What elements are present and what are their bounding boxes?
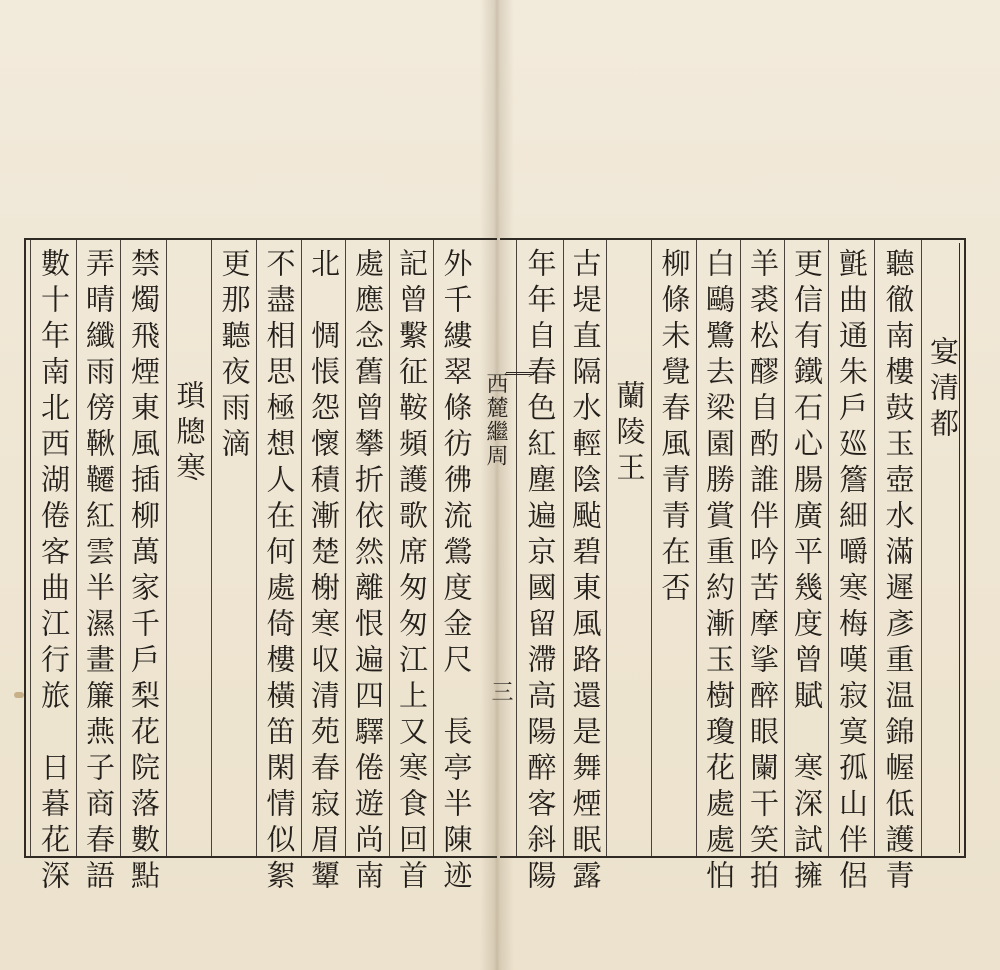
text-column [345,240,389,896]
text-line: 處應念舊曾攀折依然離恨遍四驛倦遊尚南 [351,248,385,896]
text-line: 北 惆悵怨懷積漸楚榭寒収清苑春寂眉顰 [307,248,341,896]
text-line: 外千縷翠條彷彿流鶯度金尺 長亭半陳迹 [439,248,474,896]
poem-title: 瑣牕寒 [172,380,207,488]
text-line: 古堤直隔水輕陰颭碧東風路還是舞煙眠露 [568,248,603,896]
text-column [696,240,740,896]
text-column [828,240,874,896]
text-line: 記曾繫征鞍頻護歌席匆匆江上又寒食回首 [395,248,429,896]
text-column [76,240,120,896]
text-column [301,240,345,896]
poem-title: 蘭陵王 [612,380,647,488]
text-line: 白鷗鷺去梁園勝賞重約漸玉樹瓊花處處怕 [702,248,736,896]
text-line: 禁燭飛煙東風插柳萬家千戶梨花院落數點 [127,248,161,896]
paper-stain [14,692,24,698]
poem-title-column [166,240,211,856]
text-column [30,240,76,896]
text-line: 數十年南北西湖倦客曲江行旅 日暮花深 [37,248,71,896]
poem-title-column [606,240,651,856]
text-column [740,240,784,896]
text-line: 氈曲通朱戶廵簷細嚼寒梅嘆寂寞孤山伴侶 [835,248,869,896]
text-line: 更信有鐵石心腸廣平幾度曾賦 寒深試擁 [790,248,824,896]
text-line: 不盡相思極想人在何處倚樓橫笛閑情似絮 [262,248,297,896]
text-column [563,240,606,896]
text-line: 年年自春色紅塵遍京國留滯高陽醉客斜陽 [523,248,558,896]
text-column [389,240,433,896]
text-line: 羊裘松醪自酌誰伴吟苦摩挲醉眼闌干笑拍 [746,248,780,896]
text-line: 更那聽夜雨滴 [217,248,252,464]
page-number: 三 [488,680,513,702]
poem-title-column [921,240,963,856]
text-column [651,240,696,856]
text-column [211,240,256,856]
text-line: 弄晴纖雨傍鞦韆紅雲半濕畫簾燕子商春語 [82,248,116,896]
text-column [784,240,828,896]
text-column [874,240,921,896]
text-line: 柳條未覺春風青青在否 [657,248,692,608]
poem-title: 宴清都 [926,336,960,444]
text-column [433,240,478,896]
text-line: 聽徹南樓鼓玉壺水滿遲彥重温錦幄低護青 [881,248,916,896]
text-column [516,240,563,896]
text-column [120,240,166,896]
book-title-center: 西麓繼周 [484,372,534,468]
text-column [256,240,301,896]
